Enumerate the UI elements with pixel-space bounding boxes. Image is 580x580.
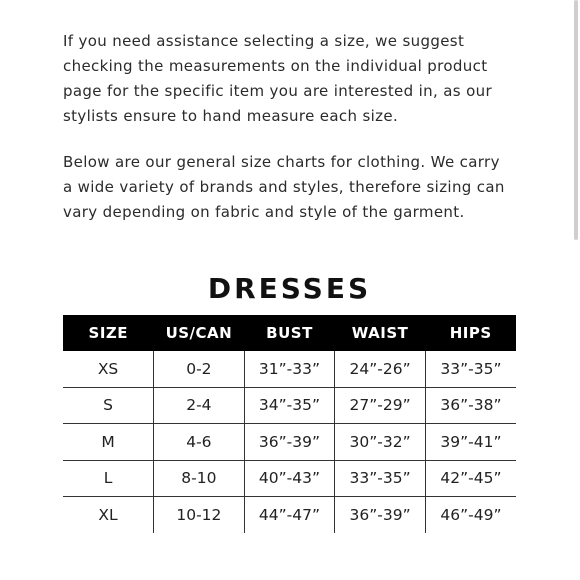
cell-size: XS (63, 351, 154, 387)
page-scrollbar[interactable] (574, 0, 578, 240)
cell-bust: 34”-35” (244, 387, 335, 424)
table-row (63, 424, 516, 461)
cell-bust: 44”-47” (244, 497, 335, 533)
cell-hips: 36”-38” (425, 387, 516, 424)
truncated-text-line (63, 0, 243, 4)
cell-bust: 36”-39” (244, 424, 335, 461)
cell-waist: 30”-32” (335, 424, 426, 461)
intro-paragraph-size-charts (63, 150, 523, 225)
cell-waist: 36”-39” (335, 497, 426, 533)
cell-waist: 33”-35” (335, 460, 426, 497)
cell-hips: 46”-49” (440, 505, 502, 524)
size-chart-title: DRESSES (207, 272, 372, 305)
cell-size: L (63, 460, 154, 497)
cell-waist: 24”-26” (335, 351, 426, 387)
cell-size: XL (63, 497, 154, 533)
cell-hips: 42”-45” (425, 460, 516, 497)
cell-us-can: 2-4 (154, 387, 245, 424)
header-size: SIZE (63, 315, 154, 351)
table-row (63, 497, 516, 533)
cell-bust: 40”-43” (244, 460, 335, 497)
dresses-size-table (63, 315, 516, 533)
paragraph-line: page for the specific item you are interested in, as our (63, 82, 492, 100)
paragraph-line: a wide variety of brands and styles, therefore sizing can (63, 178, 505, 196)
paragraph-line: Below are our general size charts for clothing. We carry (63, 153, 500, 171)
paragraph-line: If you need assistance selecting a size, we suggest (63, 32, 465, 50)
header-hips: HIPS (425, 315, 516, 351)
intro-paragraph-assistance (63, 29, 523, 129)
cell-hips: 39”-41” (425, 424, 516, 461)
cell-us-can: 10-12 (154, 497, 245, 533)
header-waist: WAIST (335, 315, 426, 351)
table-row (63, 387, 516, 424)
header-us-can: US/CAN (154, 315, 245, 351)
header-bust: BUST (244, 315, 335, 351)
cell-size: S (63, 387, 154, 424)
cell-size: M (63, 424, 154, 461)
cell-hips: 33”-35” (425, 351, 516, 387)
cell-waist: 27”-29” (335, 387, 426, 424)
cell-bust: 31”-33” (244, 351, 335, 387)
paragraph-line: checking the measurements on the individual product (63, 57, 488, 75)
table-header-row (63, 315, 516, 351)
table-row (63, 351, 516, 387)
paragraph-line: stylists ensure to hand measure each size. (63, 107, 399, 125)
cell-us-can: 8-10 (154, 460, 245, 497)
cell-us-can: 0-2 (154, 351, 245, 387)
cell-us-can: 4-6 (154, 424, 245, 461)
table-row (63, 460, 516, 497)
paragraph-line: vary depending on fabric and style of the garment. (63, 203, 465, 221)
